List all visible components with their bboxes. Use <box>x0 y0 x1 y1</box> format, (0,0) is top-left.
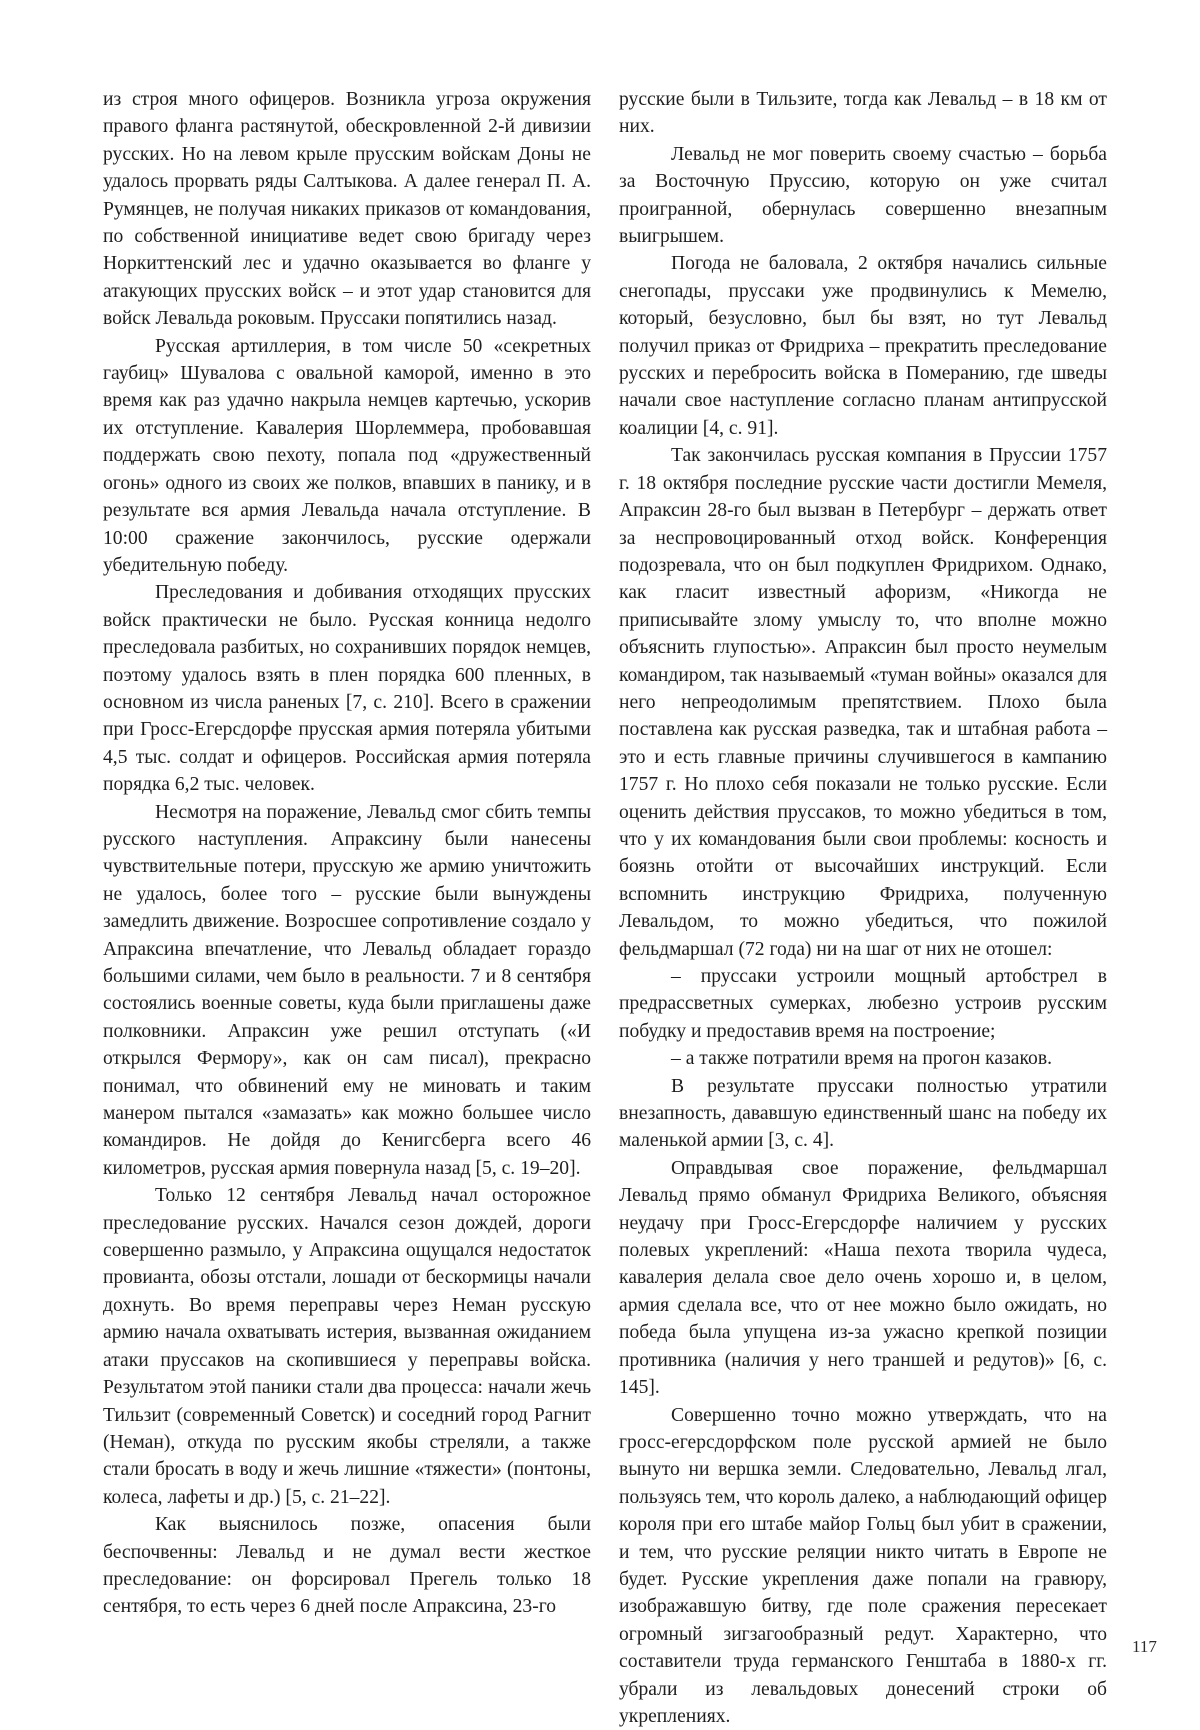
left-column <box>103 86 591 1621</box>
paragraph: Так закончилась русская компания в Пруссии 1757 г. 18 октября последние русские части достигли Мемеля, Апраксин 28-го был вызван в Петербург – держать ответ за неспровоцированный отход войск. Конференция подозревала, что он был подкуплен Фридрихом. Однако, как гласит известный афоризм, «Никогда не приписывайте злому умыслу то, что вполне можно объяснить глупостью». Апраксин был просто неумелым командиром, так называемый «туман войны» оказался для него непреодолимым препятствием. Плохо была поставлена как русская разведка, так и штабная работа – это и есть главные причины случившегося в кампанию 1757 г. Но плохо себя показали не только русские. Если оценить действия пруссаков, то можно убедиться в том, что у их командования были свои проблемы: косность и боязнь отойти от высочайших инструкций. Если вспомнить инструкцию Фридриха, полученную Левальдом, то можно убедиться, что пожилой фельдмаршал (72 года) ни на шаг от них не отошел: <box>619 442 1107 963</box>
paragraph: Левальд не мог поверить своему счастью – борьба за Восточную Пруссию, которую он уже считал проигранной, обернулась совершенно внезапным выигрышем. <box>619 141 1107 251</box>
list-item: – пруссаки устроили мощный артобстрел в предрассветных сумерках, любезно устроив русским побудку и предоставив время на построение; <box>619 963 1107 1045</box>
page-number: 117 <box>1132 1637 1157 1657</box>
paragraph: Как выяснилось позже, опасения были беспочвенны: Левальд и не думал вести жесткое преследование: он форсировал Прегель только 18 сентября, то есть через 6 дней после Апраксина, 23-го <box>103 1511 591 1621</box>
paragraph: Совершенно точно можно утверждать, что на гросс-егерсдорфском поле русской армией не было вынуто ни вершка земли. Следовательно, Левальд лгал, пользуясь тем, что король далеко, а наблюдающий офицер короля при его штабе майор Гольц был убит в сражении, и тем, что русские реляции никто читать в Европе не будет. Русские укрепления даже попали на гравюру, изображавшую битву, где поле сражения пересекает огромный зигзагообразный редут. Характерно, что составители труда германского Генштаба в 1880-х гг. убрали из левальдовых донесений строки об укреплениях. <box>619 1402 1107 1730</box>
paragraph: Русская артиллерия, в том числе 50 «секретных гаубиц» Шувалова с овальной каморой, именно в это время как раз удачно накрыла немцев картечью, ускорив их отступление. Кавалерия Шорлеммера, пробовавшая поддержать свою пехоту, попала под «дружественный огонь» одного из своих же полков, впавших в панику, и в результате вся армия Левальда начала отступление. В 10:00 сражение закончилось, русские одержали убедительную победу. <box>103 333 591 580</box>
paragraph: Только 12 сентября Левальд начал осторожное преследование русских. Начался сезон дождей, дороги совершенно размыло, у Апраксина ощущался недостаток провианта, обозы отстали, лошади от бескормицы начали дохнуть. Во время переправы через Неман русскую армию начала охватывать истерия, вызванная ожиданием атаки пруссаков на скопившиеся у переправы войска. Результатом этой паники стали два процесса: начали жечь Тильзит (современный Советск) и соседний город Рагнит (Неман), откуда по русским якобы стреляли, а также стали бросать в воду и жечь лишние «тяжести» (понтоны, колеса, лафеты и др.) [5, с. 21–22]. <box>103 1182 591 1511</box>
list-item: – а также потратили время на прогон казаков. <box>619 1045 1107 1072</box>
right-column <box>619 86 1107 1730</box>
paragraph: из строя много офицеров. Возникла угроза окружения правого фланга растянутой, обескровленной 2-й дивизии русских. Но на левом крыле прусским войскам Доны не удалось прорвать ряды Салтыкова. А далее генерал П. А. Румянцев, не получая никаких приказов от командования, по собственной инициативе ведет свою бригаду через Норкиттенский лес и удачно оказывается во фланге у атакующих прусских войск – и этот удар становится для войск Левальда роковым. Пруссаки попятились назад. <box>103 86 591 333</box>
paragraph: Несмотря на поражение, Левальд смог сбить темпы русского наступления. Апраксину были нанесены чувствительные потери, прусскую же армию уничтожить не удалось, более того – русские были вынуждены замедлить движение. Возросшее сопротивление создало у Апраксина впечатление, что Левальд обладает гораздо большими силами, чем было в реальности. 7 и 8 сентября состоялись военные советы, куда были приглашены даже полковники. Апраксин уже решил отступать («И открылся Фермору», как он сам писал), прекрасно понимал, что обвинений ему не миновать и таким манером пытался «замазать» как можно большее число командиров. Не дойдя до Кенигсберга всего 46 километров, русская армия повернула назад [5, с. 19–20]. <box>103 799 591 1183</box>
paragraph: Погода не баловала, 2 октября начались сильные снегопады, пруссаки уже продвинулись к Мемелю, который, безусловно, был бы взят, но тут Левальд получил приказ от Фридриха – прекратить преследование русских и перебросить войска в Померанию, где шведы начали свое наступление согласно планам антипрусской коалиции [4, с. 91]. <box>619 250 1107 442</box>
paragraph: русские были в Тильзите, тогда как Левальд – в 18 км от них. <box>619 86 1107 141</box>
paragraph: В результате пруссаки полностью утратили внезапность, дававшую единственный шанс на победу их маленькой армии [3, с. 4]. <box>619 1073 1107 1155</box>
paragraph: Преследования и добивания отходящих прусских войск практически не было. Русская конница недолго преследовала разбитых, но сохранивших порядок немцев, поэтому удалось взять в плен порядка 600 пленных, в основном из числа раненых [7, с. 210]. Всего в сражении при Гросс-Егерсдорфе прусская армия потеряла убитыми 4,5 тыс. солдат и офицеров. Российская армия потеряла порядка 6,2 тыс. человек. <box>103 579 591 798</box>
paragraph: Оправдывая свое поражение, фельдмаршал Левальд прямо обманул Фридриха Великого, объясняя неудачу при Гросс-Егерсдорфе наличием у русских полевых укреплений: «Наша пехота творила чудеса, кавалерия делала свое дело очень хорошо и, в целом, армия сделала все, что от нее можно было ожидать, но победа была упущена из-за ужасно крепкой позиции противника (наличия у него траншей и редутов)» [6, с. 145]. <box>619 1155 1107 1402</box>
